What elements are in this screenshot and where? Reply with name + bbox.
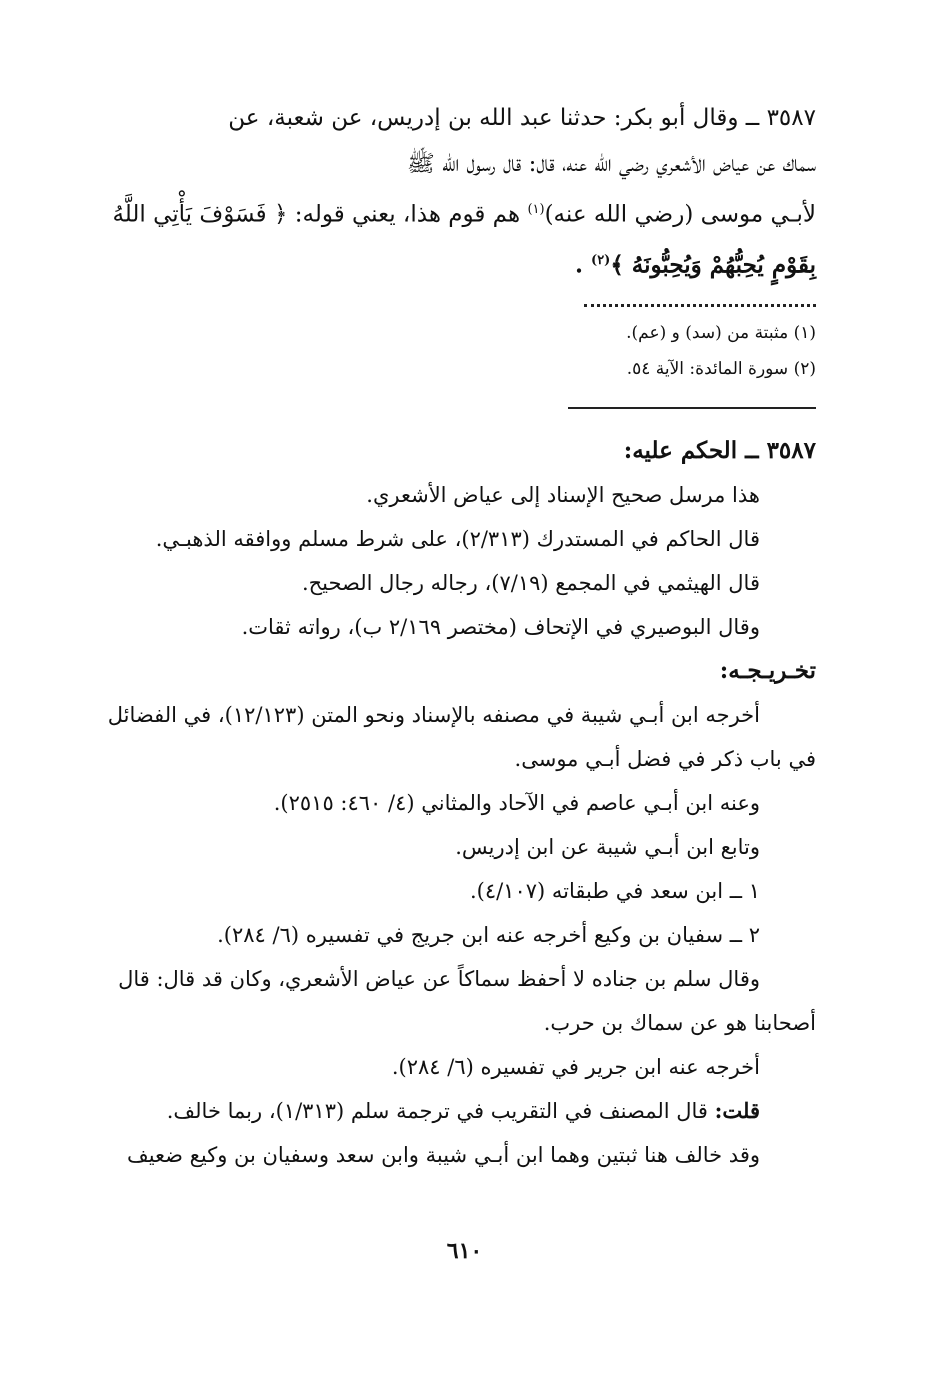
ruling-line: قال الهيثمي في المجمع (٧/١٩)، رجاله رجال الصحيح. — [301, 571, 760, 596]
footnote-2: (٢) سورة المائدة: الآية ٥٤. — [626, 359, 816, 380]
footnote-ref-1[interactable]: (١) — [527, 202, 545, 217]
ruling-heading: ٣٥٨٧ ــ الحكم عليه: — [623, 437, 816, 465]
takhrij-line: وتابع ابن أبـي شيبة عن ابن إدريس. — [455, 835, 760, 860]
footnote-1: (١) مثبتة من (سد) و (عم). — [626, 323, 816, 344]
takhrij-p2-line-2: أصحابنا هو عن سماك بن حرب. — [543, 1011, 816, 1036]
ruling-section — [80, 429, 816, 649]
takhrij-line-after: أخرجه عنه ابن جرير في تفسيره (٦/ ٢٨٤). — [391, 1055, 760, 1080]
footnotes — [80, 317, 816, 385]
hadith-text — [80, 95, 816, 288]
section-divider — [568, 407, 816, 409]
page-number: ٦١٠ — [446, 1238, 483, 1264]
footnote-ref-2[interactable]: (٢) — [591, 252, 611, 268]
hadith-line-3 — [80, 187, 816, 238]
takhrij-p2-line-1: وقال سلم بن جناده لا أحفظ سماكاً عن عياض الأشعري، وكان قد قال: قال — [118, 967, 760, 992]
quran-verse: بِقَوْمٍ يُحِبُّهُمْ وَيُحِبُّونَهُ ﴾ — [610, 251, 816, 279]
takhrij-p1-line-1: أخرجه ابن أبـي شيبة في مصنفه بالإسناد ونحو المتن (١٢/١٢٣)، في الفضائل — [107, 703, 760, 728]
ruling-line: وقال البوصيري في الإتحاف (مختصر ٢/١٦٩ ب)، رواته ثقات. — [241, 615, 760, 640]
takhrij-p1-line-2: في باب ذكر في فضل أبـي موسى. — [514, 747, 816, 772]
takhrij-section — [80, 649, 816, 1177]
ruling-line: هذا مرسل صحيح الإسناد إلى عياض الأشعري. — [366, 483, 760, 508]
hadith-line-3-part-a: لأبـي موسى (رضي الله عنه) — [544, 201, 816, 228]
takhrij-line: ٢ ــ سفيان بن وكيع أخرجه عنه ابن جريج في تفسيره (٦/ ٢٨٤). — [217, 923, 760, 948]
page-body — [80, 95, 816, 1177]
hadith-line-4-end: . — [575, 251, 592, 279]
footnote-separator — [584, 304, 816, 309]
qult-text: قال المصنف في التقريب في ترجمة سلم (١/٣١٣)، ربما خالف. — [166, 1099, 715, 1124]
qult-label: قلت: — [714, 1098, 760, 1124]
takhrij-heading: تخـريـجـه: — [719, 657, 816, 685]
hadith-line-3-part-b: هم قوم هذا، يعني قوله: ﴿ فَسَوْفَ يَأْتِي اللَّهُ — [112, 201, 528, 228]
takhrij-line: وعنه ابن أبـي عاصم في الآحاد والمثاني (٤/ ٤٦٠: ٢٥١٥). — [273, 791, 760, 816]
ruling-line: قال الحاكم في المستدرك (٢/٣١٣)، على شرط مسلم ووافقه الذهبـي. — [155, 527, 760, 552]
takhrij-qult — [80, 1089, 816, 1133]
takhrij-last-line: وقد خالف هنا ثبتين وهما ابن أبـي شيبة وابن سعد وسفيان بن وكيع ضعيف — [126, 1143, 760, 1168]
hadith-line-4 — [80, 238, 816, 289]
takhrij-line: ١ ــ ابن سعد في طبقاته (٤/١٠٧). — [469, 879, 760, 904]
hadith-line-1: ٣٥٨٧ ــ وقال أبو بكر: حدثنا عبد الله بن إدريس، عن شعبة، عن — [228, 105, 816, 131]
hadith-line-2: سماك عن عياض الأشعري رضي الله عنه، قال: قال رسول الله ﷺ — [406, 151, 816, 177]
